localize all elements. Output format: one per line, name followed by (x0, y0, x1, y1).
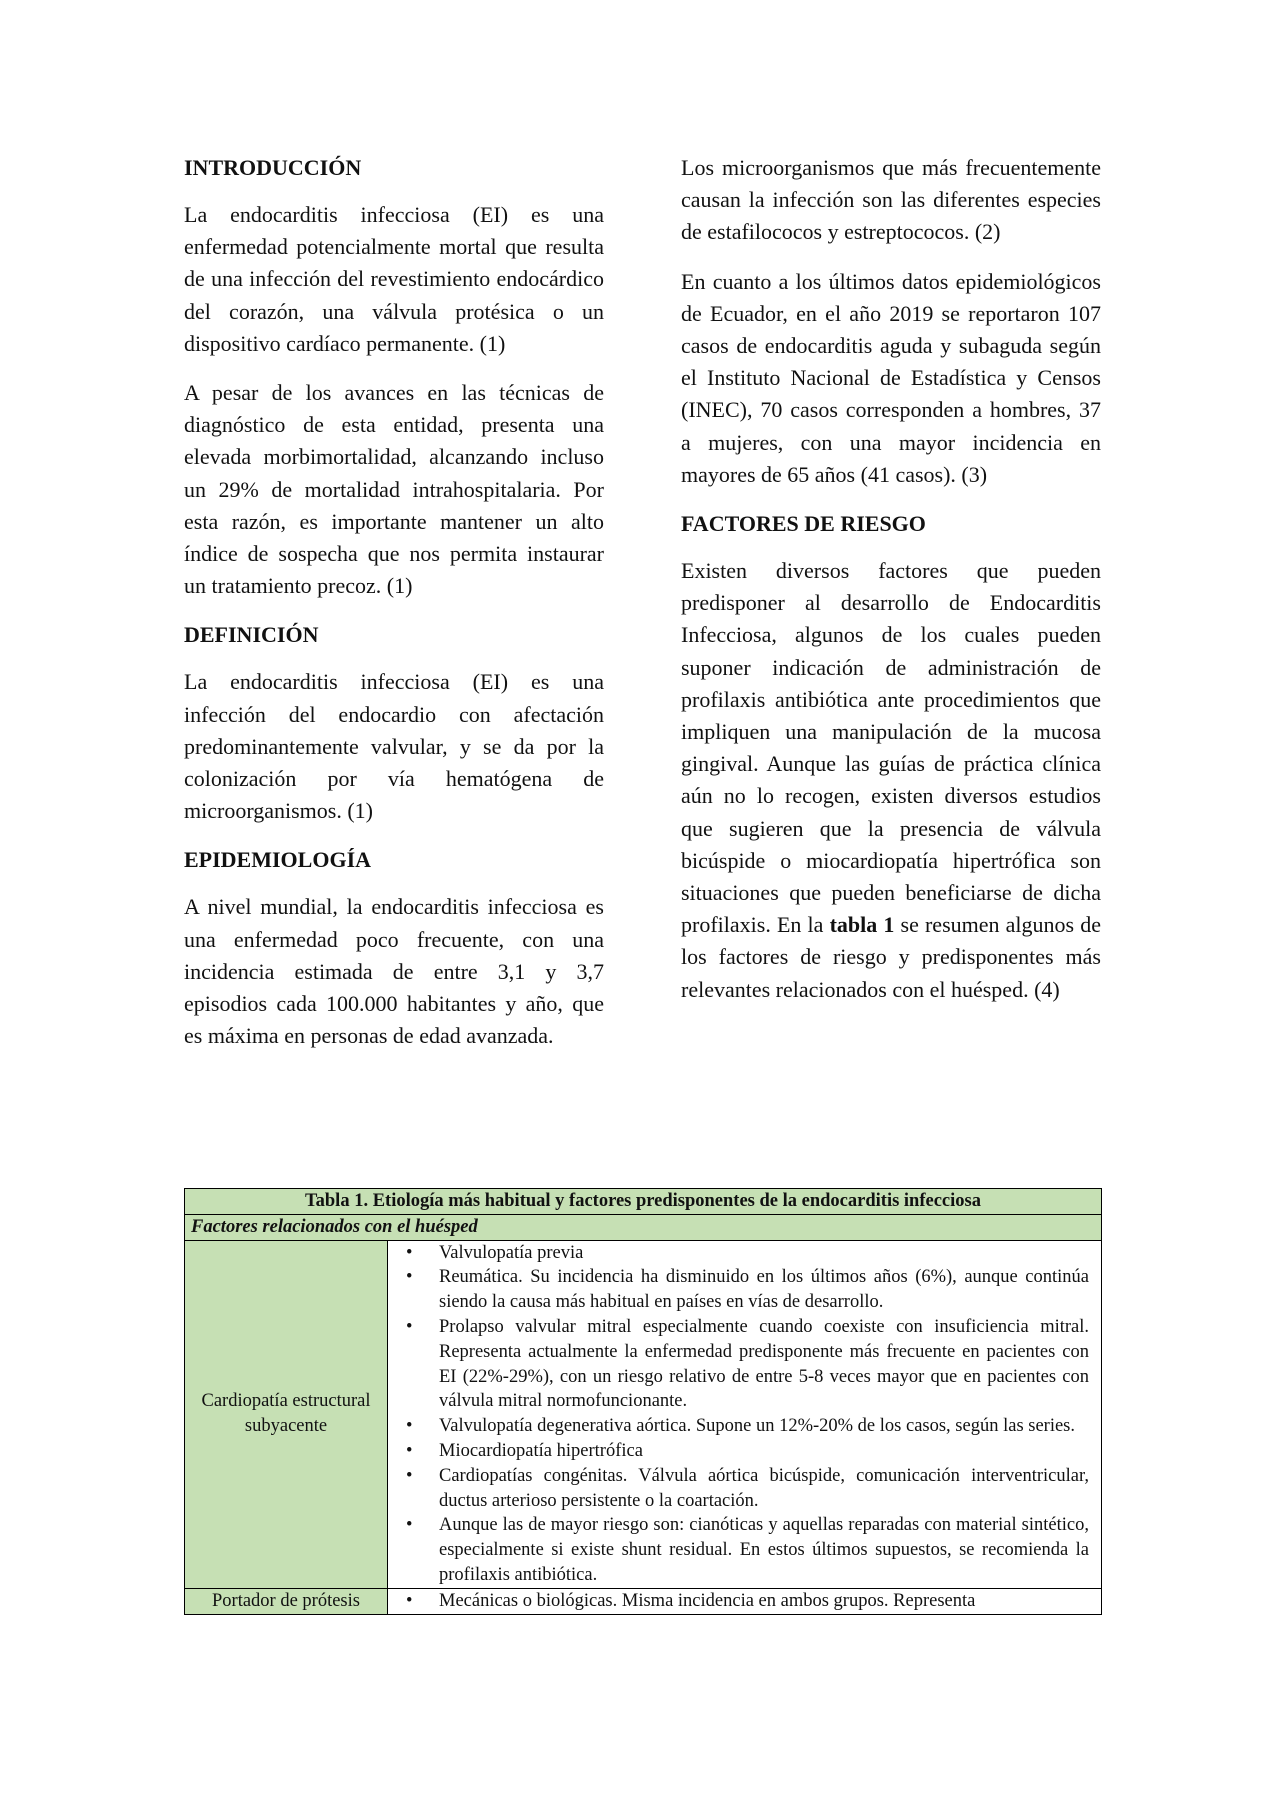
list-item: • Valvulopatía previa (394, 1241, 1089, 1266)
list-item: • Aunque las de mayor riesgo son: cianóticas y aquellas reparadas con material sintético, especialmente si existe shunt residual. En estos últimos supuestos, se recomienda la profilaxis antibiótica. (394, 1513, 1089, 1587)
list-item: • Valvulopatía degenerativa aórtica. Supone un 12%-20% de los casos, según las series. (394, 1414, 1089, 1439)
row-items-cell (388, 1588, 1102, 1614)
table-subheader-row (185, 1214, 1102, 1240)
list-item: • Miocardiopatía hipertrófica (394, 1439, 1089, 1464)
list-item: • Reumática. Su incidencia ha disminuido en los últimos años (6%), aunque continúa siendo la causa más habitual en países en vías de desarrollo. (394, 1265, 1089, 1315)
epidemiology-heading: EPIDEMIOLOGÍA (184, 847, 372, 873)
risk-factors-heading: FACTORES DE RIESGO (681, 511, 926, 537)
definition-paragraph: La endocarditis infecciosa (EI) es una infección del endocardio con afectación predominantemente valvular, y se da por la colonización por vía hematógena de microorganismos. (1) (184, 669, 604, 824)
definition-heading: DEFINICIÓN (184, 622, 319, 648)
list-item: • Cardiopatías congénitas. Válvula aórtica bicúspide, comunicación interventricular, ductus arterioso persistente o la coartación. (394, 1464, 1089, 1514)
row-label-prosthesis-carrier: Portador de prótesis (185, 1588, 388, 1614)
risk-text-end: se resumen algunos de los factores de riesgo y predisponentes más relevantes relacionados con el huésped. (4) (681, 912, 1101, 1002)
left-column (184, 152, 604, 1069)
ecuador-data-paragraph: En cuanto a los últimos datos epidemiológicos de Ecuador, en el año 2019 se reportaron 107 casos de endocarditis aguda y subaguda según el Instituto Nacional de Estadística y Censos (INEC), 70 casos corresponden a hombres, 37 a mujeres, con una mayor incidencia en mayores de 65 años (41 casos). (3) (681, 268, 1101, 487)
risk-factors-paragraph (681, 555, 1101, 1006)
list-item: • Prolapso valvular mitral especialmente cuando coexiste con insuficiencia mitral. Representa actualmente la enfermedad predisponente más frecuente en pacientes con EI (22%-29%), con un riesgo relativo de entre 5-8 veces mayor que en pacientes con válvula mitral normofuncionante. (394, 1315, 1089, 1414)
table-subheader: Factores relacionados con el huésped (185, 1214, 1102, 1240)
introduction-heading: INTRODUCCIÓN (184, 155, 362, 180)
epidemiology-paragraph: A nivel mundial, la endocarditis infecciosa es una enfermedad poco frecuente, con una incidencia estimada de entre 3,1 y 3,7 episodios cada 100.000 habitantes y año, que es máxima en personas de edad avanzada. (184, 894, 604, 1049)
table-title: Tabla 1. Etiología más habitual y factores predisponentes de la endocarditis infecciosa (185, 1189, 1102, 1215)
table-row (185, 1240, 1102, 1588)
risk-text-start: Existen diversos factores que pueden predisponer al desarrollo de Endocarditis Infecciosa, algunos de los cuales pueden suponer indicación de administración de profilaxis antibiótica ante procedimientos que impliquen una manipulación de la mucosa gingival. Aunque las guías de práctica clínica aún no lo recogen, existen diversos estudios que sugieren que la presencia de válvula bicúspide o miocardiopatía hipertrófica son situaciones que pueden beneficiarse de dicha profilaxis. En la (681, 558, 1101, 938)
etiology-table (184, 1188, 1102, 1615)
microorganisms-paragraph: Los microorganismos que más frecuentemente causan la infección son las diferentes especies de estafilococos y estreptococos. (2) (681, 155, 1101, 245)
right-column (681, 152, 1101, 1023)
introduction-paragraph-1: La endocarditis infecciosa (EI) es una enfermedad potencialmente mortal que resulta de una infección del revestimiento endocárdico del corazón, una válvula protésica o un dispositivo cardíaco permanente. (1) (184, 202, 604, 356)
introduction-paragraph-2: A pesar de los avances en las técnicas de diagnóstico de esta entidad, presenta una elevada morbimortalidad, alcanzando incluso un 29% de mortalidad intrahospitalaria. Por esta razón, es importante mantener un alto índice de sospecha que nos permita instaurar un tratamiento precoz. (1) (184, 380, 604, 599)
bullet-list (394, 1589, 1095, 1614)
table-title-row (185, 1189, 1102, 1215)
row-items-cell (388, 1240, 1102, 1588)
bullet-list (394, 1241, 1095, 1588)
row-label-structural-heart-disease: Cardiopatía estructural subyacente (185, 1240, 388, 1588)
table-reference-link: tabla 1 (829, 912, 895, 938)
list-item: • Mecánicas o biológicas. Misma incidencia en ambos grupos. Representa (394, 1589, 1089, 1614)
table-row (185, 1588, 1102, 1614)
